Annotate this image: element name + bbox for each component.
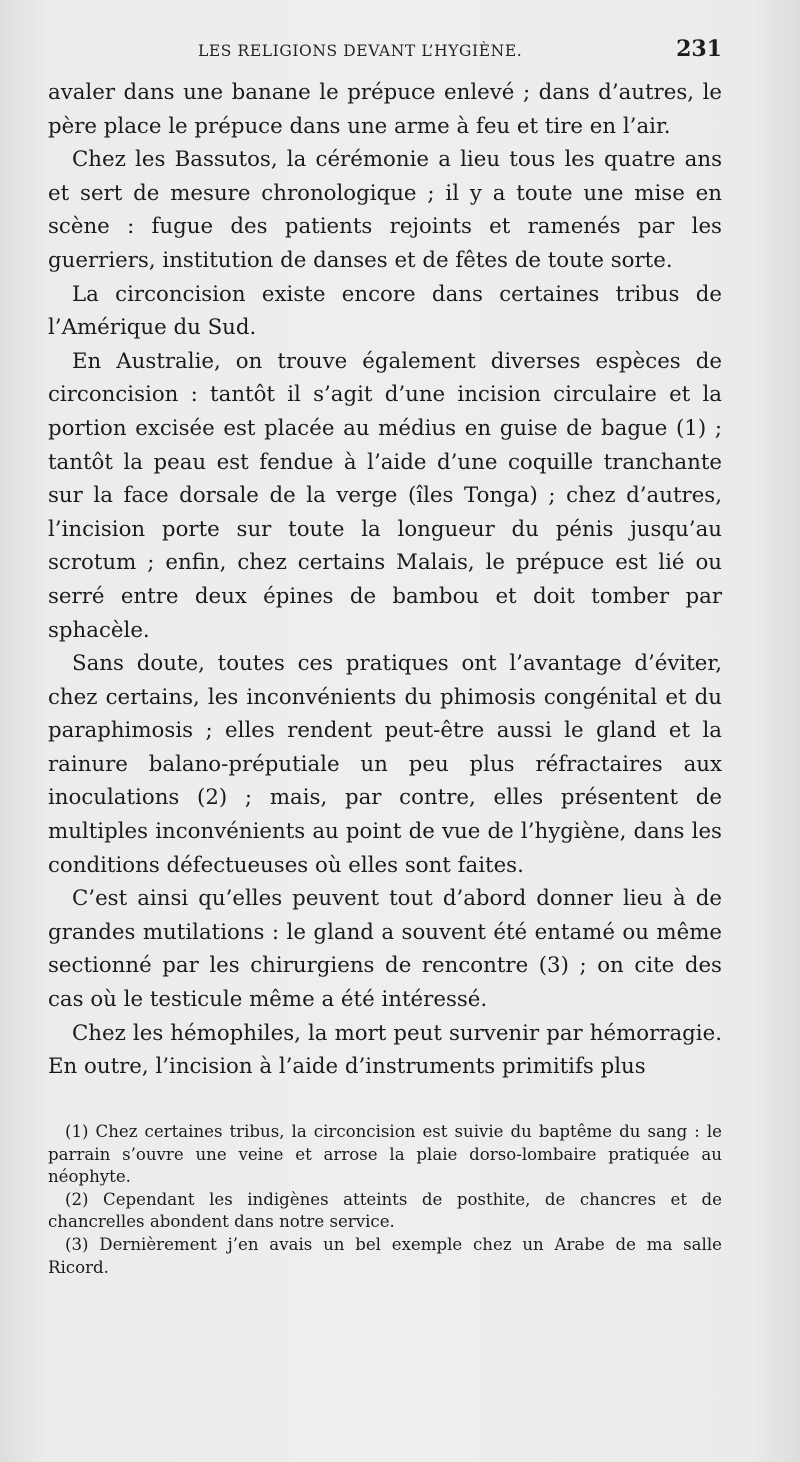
body-text [48,76,722,1084]
paragraph-continuation: avaler dans une banane le prépuce enlevé ; dans d’autres, le père place le prépuce dans une arme à feu et tire en l’air. [48,80,722,139]
paragraph-bassutos: Chez les Bassutos, la cérémonie a lieu tous les quatre ans et sert de mesure chronologique ; il y a toute une mise en scène : fugue des patients rejoints et ramenés par les guerriers, institution de danses et de fêtes de toute sorte. [48,147,722,273]
footnotes [48,1121,722,1279]
footnote-2: (2) Cependant les indigènes atteints de posthite, de chancres et de chancrelles abondent dans notre service. [48,1189,722,1232]
paragraph-hemophiles: Chez les hémophiles, la mort peut survenir par hémorragie. En outre, l’incision à l’aide d’instruments primitifs plus [48,1020,722,1080]
footnote-3: (3) Dernièrement j’en avais un bel exemple chez un Arabe de ma salle Ricord. [48,1234,722,1277]
paragraph-australia: En Australie, on trouve également diverses espèces de circoncision : tantôt il s’agit d’une incision circulaire et la portion excisée est placée au médius en guise de bague (1) ; tantôt la peau est fendue à l’aide d’une coquille tranchante sur la face dorsale de la verge (îles Tonga) ; chez d’autres, l’incision porte sur toute la longueur du pénis jusqu’au scrotum ; enfin, chez certains Malais, le prépuce est lié ou serré entre deux épines de bambou et doit tomber par sphacèle. [48,348,722,643]
paragraph-south-america: La circoncision existe encore dans certaines tribus de l’Amérique du Sud. [48,281,722,341]
paragraph-mutilations: C’est ainsi qu’elles peuvent tout d’abord donner lieu à de grandes mutilations : le gland a souvent été entamé ou même sectionné par les chirurgiens de rencontre (3) ; on cite des cas où le testicule même a été intéressé. [48,886,722,1013]
footnote-1: (1) Chez certaines tribus, la circoncision est suivie du baptême du sang : le parrain s’ouvre une veine et arrose la plaie dorso-lombaire pratiquée au néophyte. [48,1122,722,1187]
running-head [48,36,722,76]
page-number: 231 [676,36,722,62]
running-title: LES RELIGIONS DEVANT L’HYGIÈNE. [198,42,523,60]
paragraph-advantages: Sans doute, toutes ces pratiques ont l’avantage d’éviter, chez certains, les inconvénients du phimosis congénital et du paraphimosis ; elles rendent peut-être aussi le gland et la rainure balano-préputiale un peu plus réfractaires aux inoculations (2) ; mais, par contre, elles présentent de multiples inconvénients au point de vue de l’hygiène, dans les conditions défectueuses où elles sont faites. [48,651,722,878]
